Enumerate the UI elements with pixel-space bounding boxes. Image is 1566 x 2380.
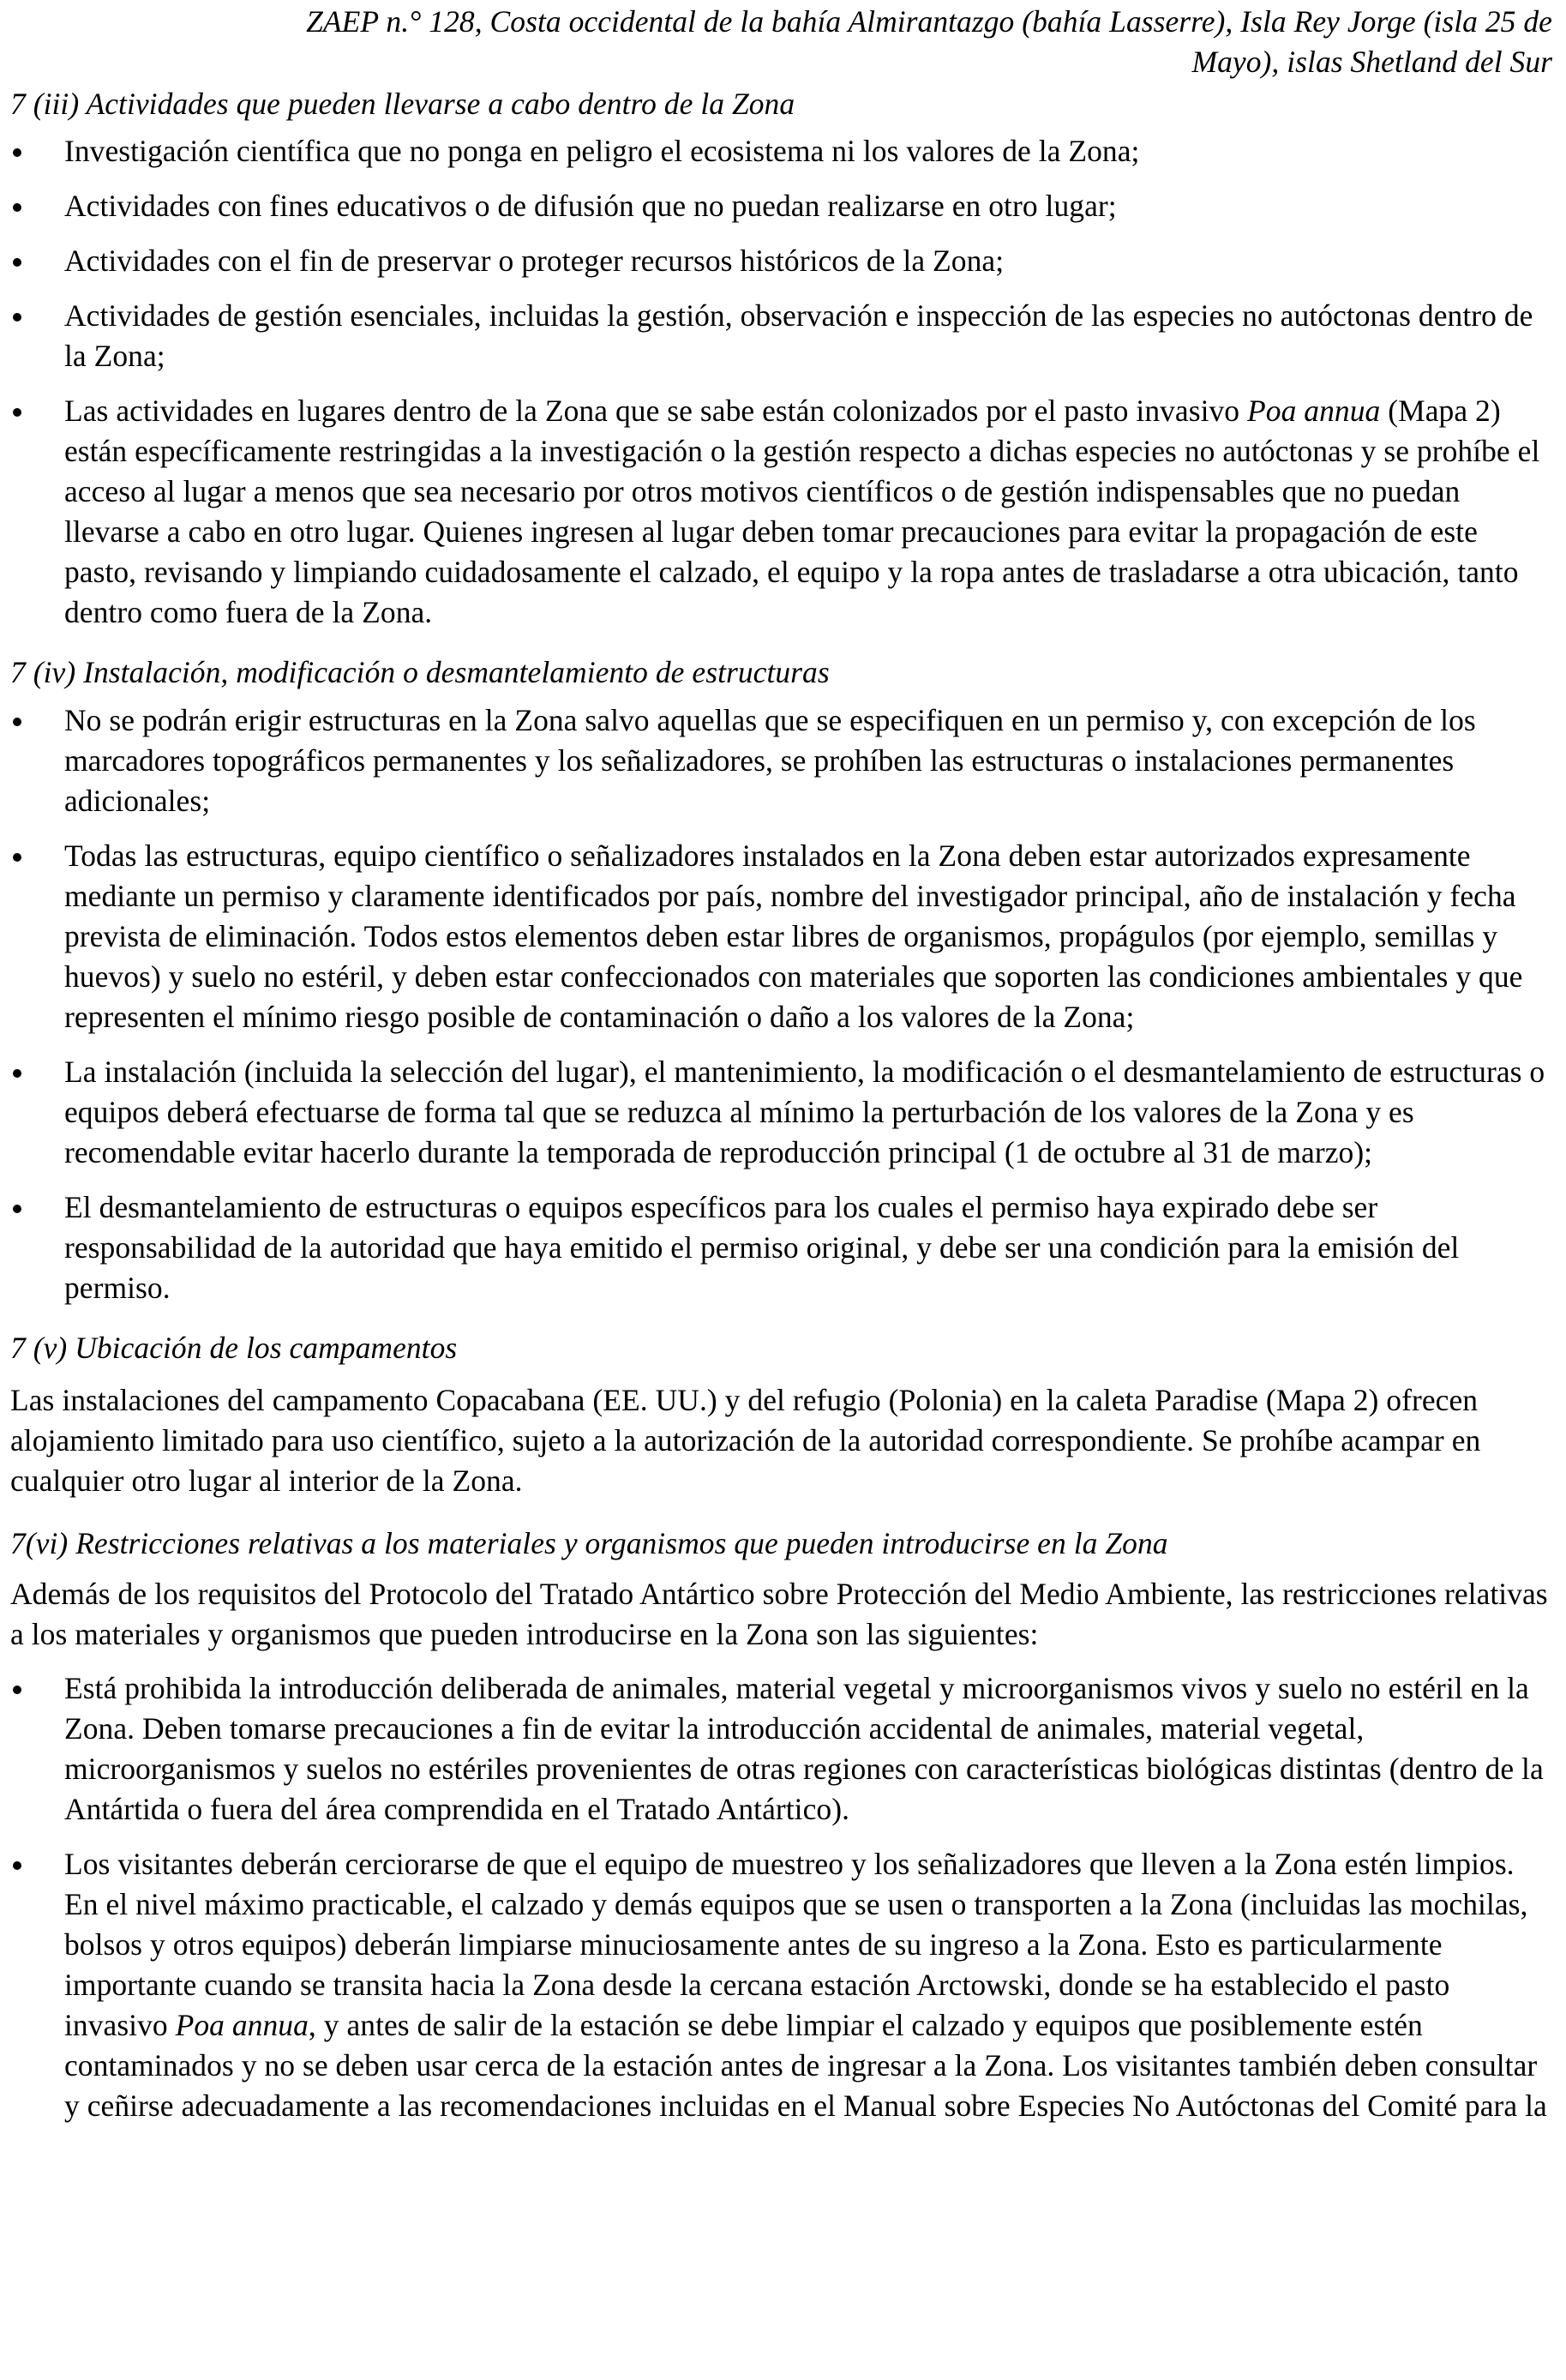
list-item: Todas las estructuras, equipo científico o señalizadores instalados en la Zona deben estar autorizados expresamente mediante un permiso y claramente identificados por país, nombre del investigador principal, año de instalación y fecha prevista de eliminación. Todos estos elementos deben estar libres de organismos, propágulos (por ejemplo, semillas y huevos) y suelo no estéril, y deben estar confeccionados con materiales que soporten las condiciones ambientales y que representen el mínimo riesgo posible de contaminación o daño a los valores de la Zona; [10, 836, 1552, 1037]
species-name: Poa annua [1247, 394, 1381, 428]
section-heading-7-iii: 7 (iii) Actividades que pueden llevarse a cabo dentro de la Zona [10, 87, 795, 121]
section-heading-7-v: 7 (v) Ubicación de los campamentos [10, 1331, 458, 1365]
section-heading-7-iv: 7 (iv) Instalación, modificación o desmantelamiento de estructuras [10, 655, 830, 689]
list-item [10, 1844, 1552, 2126]
list-item: Actividades de gestión esenciales, incluidas la gestión, observación e inspección de las especies no autóctonas dentro de la Zona; [10, 296, 1552, 376]
list-item-text: (Mapa 2) están específicamente restringidas a la investigación o la gestión respecto a dichas especies no autóctonas y se prohíbe el acceso al lugar a menos que sea necesario por otros motivos científicos o de gestión indispensables que no puedan llevarse a cabo en otro lugar. Quienes ingresen al lugar deben tomar precauciones para evitar la propagación de este pasto, revisando y limpiando cuidadosamente el calzado, el equipo y la ropa antes de trasladarse a otra ubicación, tanto dentro como fuera de la Zona. [64, 394, 1540, 629]
running-header-line-2: Mayo), islas Shetland del Sur [1191, 45, 1552, 79]
species-name: Poa annua [175, 2008, 309, 2042]
body-paragraph: Además de los requisitos del Protocolo del Tratado Antártico sobre Protección del Medio Ambiente, las restricciones relativas a los materiales y organismos que pueden introducirse en la Zona son las siguientes: [10, 1577, 1548, 1651]
bullet-list-7-iii [10, 131, 1552, 633]
list-item: Está prohibida la introducción deliberada de animales, material vegetal y microorganismos vivos y suelo no estéril en la Zona. Deben tomarse precauciones a fin de evitar la introducción accidental de animales, material vegetal, microorganismos y suelos no estériles provenientes de otras regiones con características biológicas distintas (dentro de la Antártida o fuera del área comprendida en el Tratado Antártico). [10, 1668, 1552, 1830]
list-item-text: Los visitantes deberán cerciorarse de que el equipo de muestreo y los señalizadores que lleven a la Zona estén limpios. En el nivel máximo practicable, el calzado y demás equipos que se usen o transporten a la Zona (incluidas las mochilas, bolsos y otros equipos) deberán limpiarse minuciosamente antes de su ingreso a la Zona. Esto es particularmente importante cuando se transita hacia la Zona desde la cercana estación Arctowski, donde se ha establecido el pasto invasivo [64, 1847, 1528, 2042]
list-item-text: Las actividades en lugares dentro de la Zona que se sabe están colonizados por el pasto invasivo [64, 394, 1248, 428]
list-item: El desmantelamiento de estructuras o equipos específicos para los cuales el permiso haya expirado debe ser responsabilidad de la autoridad que haya emitido el permiso original, y debe ser una condición para la emisión del permiso. [10, 1187, 1552, 1308]
running-header-line-1: ZAEP n.° 128, Costa occidental de la bahía Almirantazgo (bahía Lasserre), Isla Rey Jorge (isla 25 de [306, 4, 1552, 39]
list-item: Investigación científica que no ponga en peligro el ecosistema ni los valores de la Zona; [10, 131, 1552, 171]
running-header [10, 0, 1552, 82]
list-item-text: , y antes de salir de la estación se debe limpiar el calzado y equipos que posiblemente estén contaminados y no se deben usar cerca de la estación antes de ingresar a la Zona. Los visitantes también deben consultar y ceñirse adecuadamente a las recomendaciones incluidas en el Manual sobre Especies No Autóctonas del Comité para la [64, 2008, 1547, 2123]
list-item: La instalación (incluida la selección del lugar), el mantenimiento, la modificación o el desmantelamiento de estructuras o equipos deberá efectuarse de forma tal que se reduzca al mínimo la perturbación de los valores de la Zona y es recomendable evitar hacerlo durante la temporada de reproducción principal (1 de octubre al 31 de marzo); [10, 1052, 1552, 1173]
bullet-list-7-iv [10, 700, 1552, 1308]
list-item: Actividades con fines educativos o de difusión que no puedan realizarse en otro lugar; [10, 186, 1552, 226]
section-heading-7-vi: 7(vi) Restricciones relativas a los materiales y organismos que pueden introducirse en la Zona [10, 1526, 1168, 1560]
list-item: No se podrán erigir estructuras en la Zona salvo aquellas que se especifiquen en un permiso y, con excepción de los marcadores topográficos permanentes y los señalizadores, se prohíben las estructuras o instalaciones permanentes adicionales; [10, 700, 1552, 821]
list-item: Actividades con el fin de preservar o proteger recursos históricos de la Zona; [10, 241, 1552, 281]
bullet-list-7-vi [10, 1668, 1552, 2126]
body-paragraph: Las instalaciones del campamento Copacabana (EE. UU.) y del refugio (Polonia) en la caleta Paradise (Mapa 2) ofrecen alojamiento limitado para uso científico, sujeto a la autorización de la autoridad correspondiente. Se prohíbe acampar en cualquier otro lugar al interior de la Zona. [10, 1383, 1481, 1498]
list-item [10, 391, 1552, 633]
